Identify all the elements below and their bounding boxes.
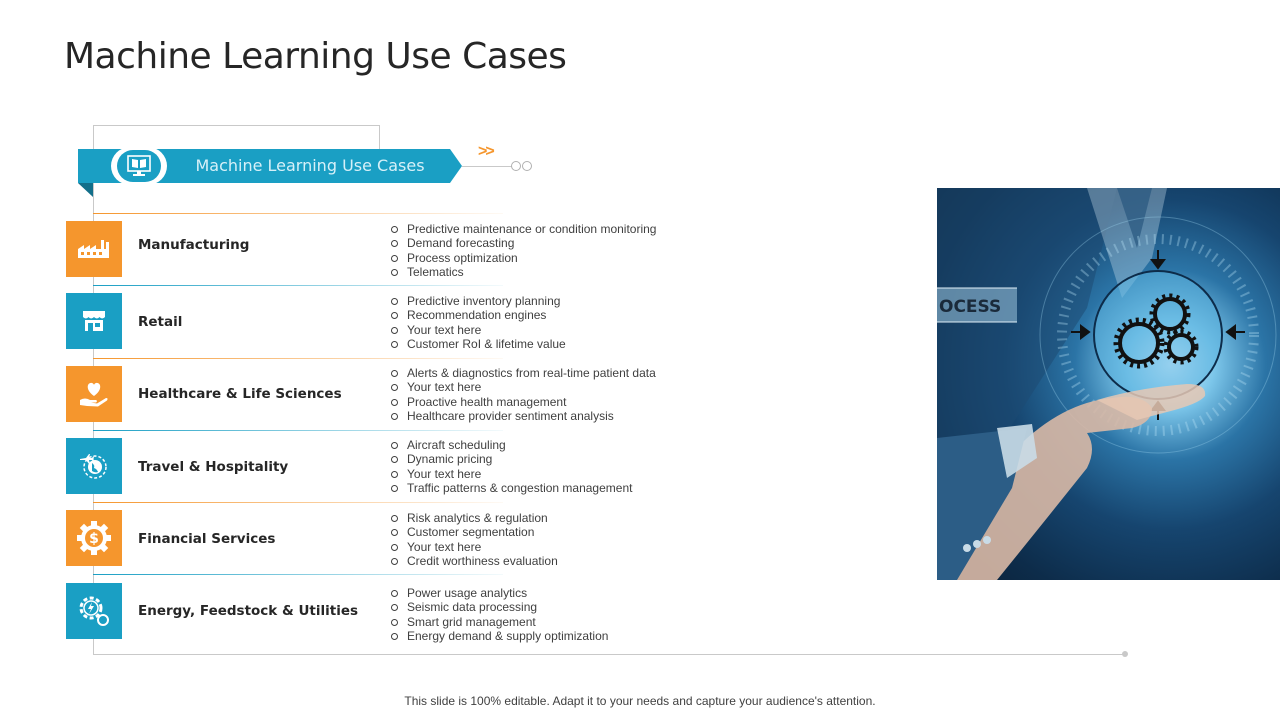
photo-overlay-text: OCESS [939, 297, 1002, 317]
bullet-item: Energy demand & supply optimization [390, 629, 608, 643]
frame-line-top-end [379, 125, 380, 149]
row-divider [93, 213, 503, 214]
row-divider [93, 430, 503, 431]
frame-end-dot [1122, 651, 1128, 657]
bullet-item: Customer segmentation [390, 525, 558, 539]
footer-note: This slide is 100% editable. Adapt it to your needs and capture your audience's attention. [404, 694, 876, 708]
bullet-item: Your text here [390, 467, 632, 481]
book-monitor-icon [117, 150, 161, 182]
bullet-item: Smart grid management [390, 615, 608, 629]
frame-line-top [93, 125, 380, 126]
bullet-item: Traffic patterns & congestion management [390, 481, 632, 495]
bullet-item: Your text here [390, 323, 566, 337]
banner-title: Machine Learning Use Cases [195, 156, 425, 175]
row-divider [93, 285, 503, 286]
row-label: Energy, Feedstock & Utilities [138, 603, 359, 619]
bullet-item: Predictive maintenance or condition monitoring [390, 222, 656, 236]
globe-plane-icon [66, 438, 122, 494]
bullet-item: Dynamic pricing [390, 452, 632, 466]
bullet-item: Risk analytics & regulation [390, 511, 558, 525]
use-case-row-energy [66, 574, 666, 646]
use-case-row-retail [66, 285, 666, 357]
row-divider [93, 358, 503, 359]
bullet-item: Proactive health management [390, 395, 656, 409]
bullet-item: Alerts & diagnostics from real-time patient data [390, 366, 656, 380]
bullet-item: Healthcare provider sentiment analysis [390, 409, 656, 423]
frame-line-bottom [93, 654, 1125, 655]
bullet-item: Aircraft scheduling [390, 438, 632, 452]
store-icon [66, 293, 122, 349]
bullet-item: Power usage analytics [390, 586, 608, 600]
bullet-list [390, 438, 632, 496]
connector-ring [511, 161, 521, 171]
bullet-item: Predictive inventory planning [390, 294, 566, 308]
factory-icon [66, 221, 122, 277]
bullet-list [390, 294, 566, 352]
row-divider [93, 574, 503, 575]
row-label: Travel & Hospitality [138, 459, 289, 475]
bullet-list [390, 586, 608, 644]
row-label: Financial Services [138, 531, 276, 547]
svg-text:$: $ [89, 531, 99, 547]
bullet-item: Telematics [390, 265, 656, 279]
bullet-item: Your text here [390, 540, 558, 554]
banner-connector [462, 166, 512, 167]
use-case-row-financial [66, 502, 666, 574]
banner-fold [78, 183, 93, 197]
row-label: Retail [138, 314, 183, 330]
bullet-list [390, 511, 558, 569]
bullet-item: Your text here [390, 380, 656, 394]
use-case-row-healthcare [66, 358, 666, 430]
use-case-row-travel [66, 430, 666, 502]
bullet-item: Recommendation engines [390, 308, 566, 322]
row-label: Manufacturing [138, 237, 250, 253]
chevron-right-icon: >> [478, 143, 493, 160]
energy-gear-icon [66, 583, 122, 639]
bullet-item: Process optimization [390, 251, 656, 265]
heart-hand-icon [66, 366, 122, 422]
bullet-list [390, 222, 656, 280]
dollar-gear-icon [66, 510, 122, 566]
row-label: Healthcare & Life Sciences [138, 386, 342, 402]
bullet-item: Demand forecasting [390, 236, 656, 250]
bullet-item: Credit worthiness evaluation [390, 554, 558, 568]
use-case-row-manufacturing [66, 213, 666, 285]
business-process-photo [937, 188, 1280, 580]
bullet-list [390, 366, 656, 424]
bullet-item: Seismic data processing [390, 600, 608, 614]
row-divider [93, 502, 503, 503]
connector-ring [522, 161, 532, 171]
bullet-item: Customer RoI & lifetime value [390, 337, 566, 351]
page-title: Machine Learning Use Cases [64, 36, 567, 77]
